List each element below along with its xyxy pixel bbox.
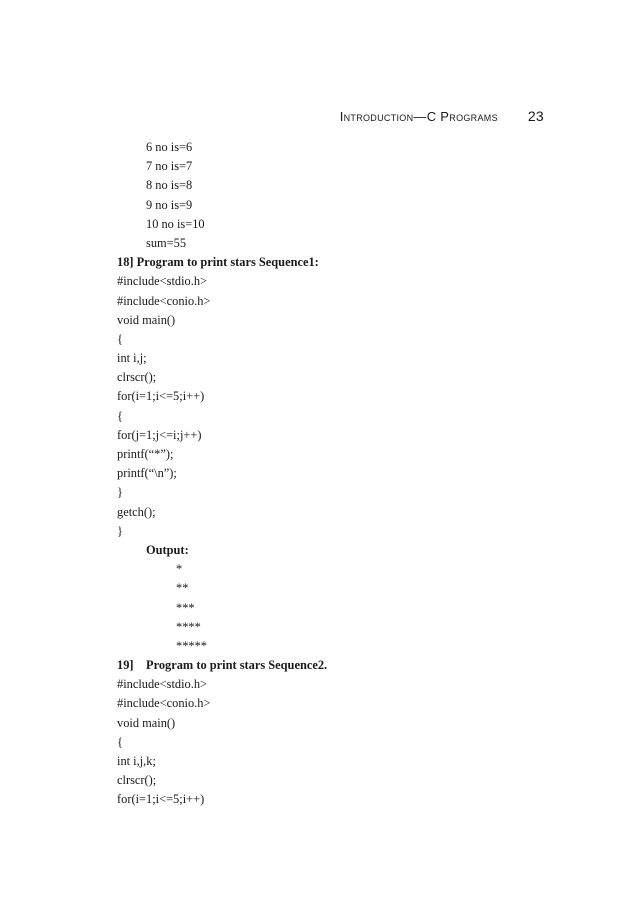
- output-line: 10 no is=10: [146, 216, 205, 231]
- output-line: 8 no is=8: [146, 178, 193, 193]
- code-line: int i,j,k;: [117, 754, 156, 768]
- code-line: for(i=1;i<=5;i++): [117, 792, 205, 807]
- code-line: getch();: [117, 504, 156, 519]
- star-output-line: ****: [176, 619, 201, 634]
- output-line: 7 no is=7: [146, 159, 193, 174]
- output-label: Output:: [146, 542, 189, 557]
- code-line: #include<stdio.h>: [117, 677, 208, 692]
- program-19-title: Program to print stars Sequence2.: [146, 658, 328, 673]
- code-line: void main(): [117, 715, 176, 730]
- code-line: {: [117, 408, 123, 423]
- program-19-number: 19]: [117, 658, 134, 673]
- output-line: sum=55: [146, 235, 187, 250]
- code-line: {: [117, 331, 123, 346]
- star-output-line: ***: [176, 600, 195, 615]
- code-line: }: [117, 523, 123, 538]
- output-line: 9 no is=9: [146, 197, 193, 212]
- program-19-heading: [117, 656, 557, 675]
- code-line: {: [117, 734, 123, 749]
- page-content: [117, 138, 557, 810]
- star-output-line: *****: [176, 638, 207, 653]
- code-line: }: [117, 485, 123, 500]
- code-line: printf(“*”);: [117, 447, 174, 461]
- code-line: int i,j;: [117, 351, 147, 366]
- program-18-heading: 18] Program to print stars Sequence1:: [117, 255, 319, 270]
- running-header: [0, 108, 544, 124]
- star-output-line: *: [176, 562, 183, 577]
- code-line: #include<conio.h>: [117, 696, 211, 711]
- code-line: printf(“\n”);: [117, 466, 177, 481]
- code-line: #include<conio.h>: [117, 293, 211, 308]
- code-line: void main(): [117, 312, 176, 327]
- code-line: for(j=1;j<=i;j++): [117, 427, 202, 442]
- code-line: clrscr();: [117, 370, 157, 385]
- output-line: 6 no is=6: [146, 140, 193, 154]
- page-number: 23: [527, 108, 544, 124]
- code-line: #include<stdio.h>: [117, 274, 208, 289]
- running-header-title: Introduction—C Programs: [339, 109, 498, 124]
- code-line: for(i=1;i<=5;i++): [117, 389, 205, 404]
- code-line: clrscr();: [117, 773, 157, 788]
- star-output-line: **: [176, 581, 189, 596]
